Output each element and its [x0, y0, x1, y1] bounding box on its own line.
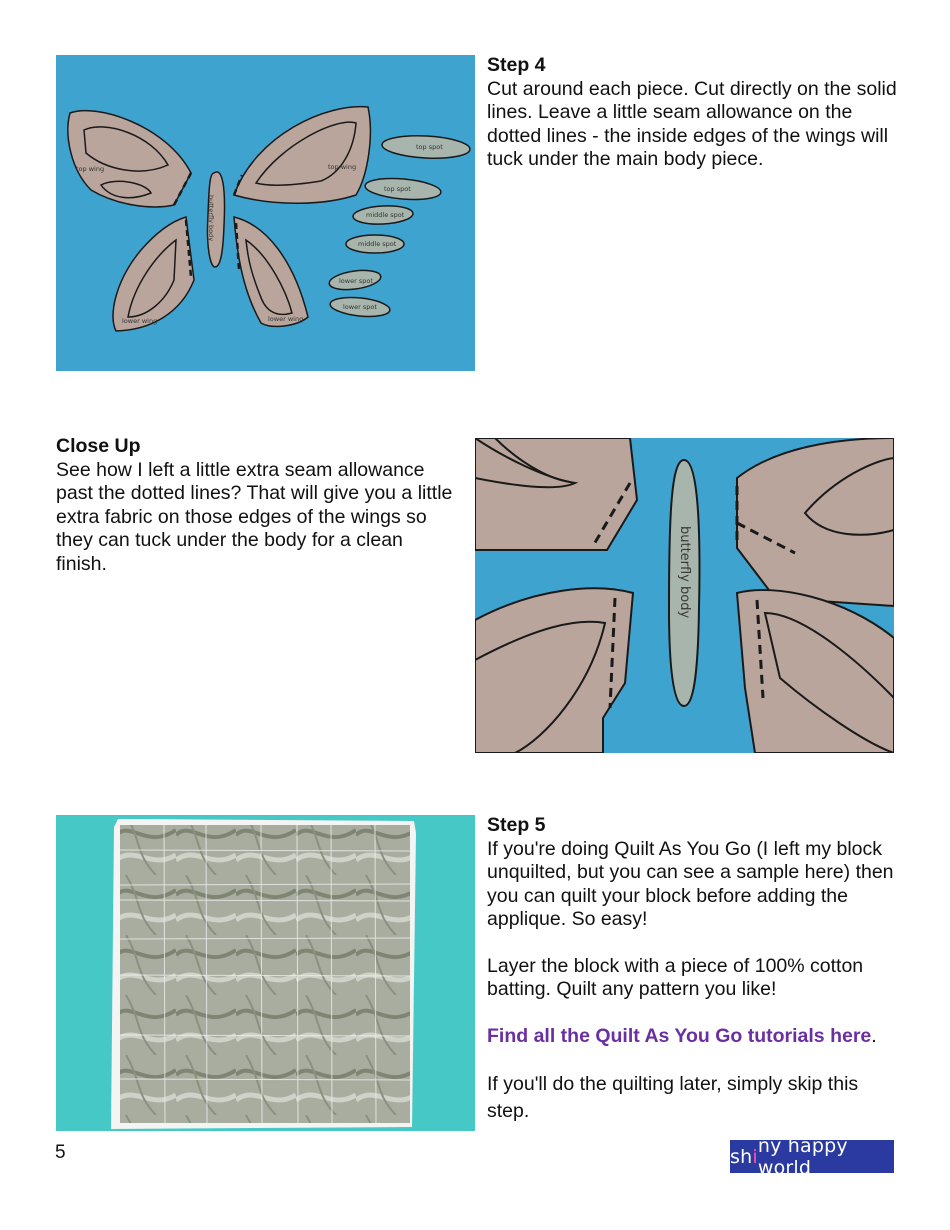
step5-photo — [56, 815, 475, 1131]
link-suffix: . — [871, 1024, 877, 1047]
logo-text-part1: sh — [730, 1145, 753, 1168]
closeup-body: See how I left a little extra seam allowance past the dotted lines? That will give you a little extra fabric on those edges of the wings so they can tuck under the body for a clean finish. — [56, 458, 453, 575]
photo-label-middle-spot-1: middle spot — [366, 211, 405, 219]
logo-text-part2: ny happy world — [757, 1134, 848, 1179]
photo-label-lower-wing-left: lower wing — [122, 317, 158, 325]
step4-text — [487, 54, 897, 172]
closeup-heading: Close Up — [56, 435, 141, 457]
page-number: 5 — [55, 1142, 66, 1163]
photo-label-top-spot-2: top spot — [384, 185, 411, 193]
photo-label-middle-spot-2: middle spot — [358, 240, 397, 248]
photo-label-top-spot-1: top spot — [416, 143, 443, 151]
photo-label-lower-spot-1: lower spot — [339, 277, 373, 285]
step5-text — [487, 814, 897, 1125]
closeup-photo-label: butterfly body — [677, 526, 692, 619]
step5-para1: If you're doing Quilt As You Go (I left my block unquilted, but you can see a sample here) then you can quilt your block before adding the applique. So easy! — [487, 837, 894, 930]
photo-label-lower-wing-right: lower wing — [268, 315, 304, 323]
closeup-text — [56, 435, 456, 576]
photo-label-top-wing-left: top wing — [76, 165, 105, 173]
step5-para3: If you'll do the quilting later, simply skip this step. — [487, 1073, 859, 1122]
photo-label-top-wing-right: top wing — [328, 163, 357, 171]
quilt-as-you-go-link[interactable]: Find all the Quilt As You Go tutorials here — [487, 1024, 872, 1047]
step5-heading: Step 5 — [487, 814, 546, 836]
photo-label-body: butterfly body — [207, 195, 215, 242]
closeup-photo — [475, 438, 894, 753]
photo-label-lower-spot-2: lower spot — [343, 303, 377, 311]
step5-link-line — [487, 1025, 897, 1049]
shiny-happy-world-logo — [730, 1134, 894, 1179]
step4-heading: Step 4 — [487, 54, 546, 76]
step4-body: Cut around each piece. Cut directly on the solid lines. Leave a little seam allowance on the dotted lines - the inside edges of the wings will tuck under the main body piece. — [487, 77, 897, 170]
logo-text-dot: i — [752, 1145, 758, 1168]
step5-para2: Layer the block with a piece of 100% cotton batting. Quilt any pattern you like! — [487, 954, 864, 1000]
step4-photo — [56, 55, 475, 371]
